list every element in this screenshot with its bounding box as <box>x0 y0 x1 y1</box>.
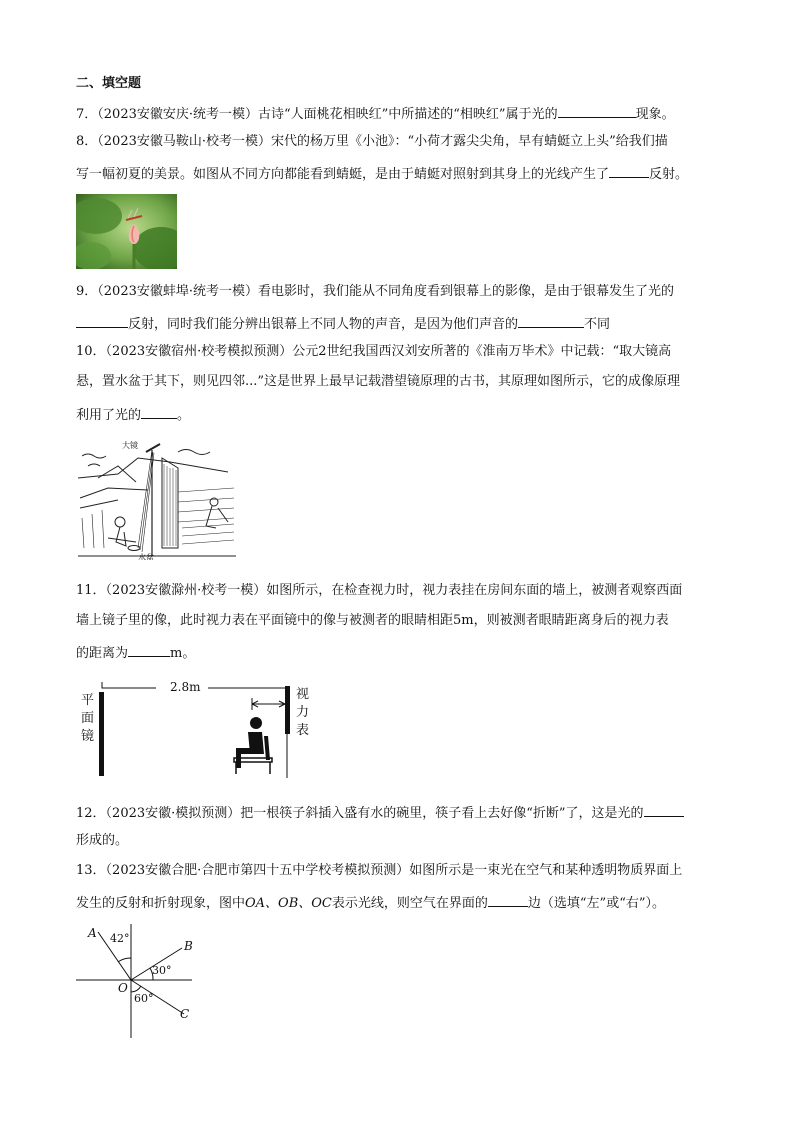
q13-ray-names: OA、OB、OC <box>245 896 332 911</box>
question-12-line1 <box>76 802 684 823</box>
chart-label-char-1: 视 <box>296 687 310 702</box>
q12-answer-blank[interactable] <box>644 802 684 817</box>
question-9-line2 <box>76 313 610 334</box>
question-10-line2: 悬，置水盆于其下，则见四邻...”这是世界上最早记载潜望镜原理的古书，其原理如图所示，它的成像原理 <box>76 374 681 389</box>
q13-text: 发生的反射和折射现象，图中 <box>76 896 246 911</box>
q12-text: 12．（2023安徽·模拟预测）把一根筷子斜插入盛有水的碗里，筷子看上去好像“折断”了，这是光的 <box>76 806 644 821</box>
q8-text: 写一幅初夏的美景。如图从不同方向都能看到蜻蜓，是由于蜻蜓对照射到其身上的光线产生了 <box>76 167 610 182</box>
question-9-line1: 9．（2023安徽蚌埠·统考一模）看电影时，我们能从不同角度看到银幕上的影像，是由于银幕发生了光的 <box>76 284 674 299</box>
mirror-label-char-2: 面 <box>81 711 95 726</box>
question-13-line2 <box>76 892 665 913</box>
eye-test-diagram <box>76 676 316 786</box>
label-point-O: O <box>118 981 128 995</box>
q9-answer-blank-2[interactable] <box>518 313 584 328</box>
q13-text-mid: 表示光线，则空气在界面的 <box>331 896 488 911</box>
q7-suffix: 现象。 <box>635 107 675 122</box>
q7-answer-blank[interactable] <box>558 103 636 118</box>
question-13-line1: 13．（2023安徽合肥·合肥市第四十五中学校考模拟预测）如图所示是一束光在空气和某种透明物质界面上 <box>76 863 683 878</box>
q9-suffix: 不同 <box>584 317 611 332</box>
q7-text: 7．（2023安徽安庆·统考一模）古诗“人面桃花相映红”中所描述的“相映红”属于光的 <box>76 107 558 122</box>
q10-suffix: 。 <box>177 408 191 423</box>
chart-label-char-3: 表 <box>296 723 310 738</box>
question-7 <box>76 103 675 124</box>
mirror-label-char-1: 平 <box>81 693 95 708</box>
q9-text: 反射，同时我们能分辨出银幕上不同人物的声音，是因为他们声音的 <box>128 317 519 332</box>
q11-answer-blank[interactable] <box>128 642 170 657</box>
question-11-line1: 11．（2023安徽滁州·校考一模）如图所示，在检查视力时，视力表挂在房间东面的墙上，被测者观察西面 <box>76 583 683 598</box>
question-10-line3 <box>76 404 190 425</box>
section-title: 二、填空题 <box>76 76 142 91</box>
mirror-label-char-3: 镜 <box>81 729 95 744</box>
q9-answer-blank-1[interactable] <box>76 313 128 328</box>
q13-answer-blank[interactable] <box>488 892 528 907</box>
dragonfly-lotus-photo <box>76 194 177 269</box>
question-8-line1: 8．（2023安徽马鞍山·校考一模）宋代的杨万里《小池》：“小荷才露尖尖角，早有蜻蜓立上头”给我们描 <box>76 134 668 149</box>
seated-person-icon <box>234 717 272 774</box>
question-10-line1: 10．（2023安徽宿州·校考模拟预测）公元2世纪我国西汉刘安所著的《淮南万毕术》中记载：“取大镜高 <box>76 344 672 359</box>
chart-label-char-2: 力 <box>296 705 310 720</box>
angle-42: 42° <box>110 932 130 945</box>
q13-suffix: 边（选填“左”或“右”）。 <box>527 896 665 911</box>
angle-60: 60° <box>134 992 154 1005</box>
question-11-line2: 墙上镜子里的像，此时视力表在平面镜中的像与被测者的眼睛相距5m，则被测者眼睛距离身后的视力表 <box>76 613 669 628</box>
q8-answer-blank[interactable] <box>609 163 649 178</box>
question-8-line2 <box>76 163 688 184</box>
q8-suffix: 反射。 <box>649 167 689 182</box>
light-ray-diagram <box>76 922 200 1040</box>
angle-30: 30° <box>152 964 172 977</box>
label-ray-C: C <box>180 1007 190 1021</box>
label-water-basin: 水盆 <box>138 553 154 560</box>
periscope-illustration <box>78 438 236 560</box>
question-12-line2: 形成的。 <box>76 833 129 848</box>
q11-text: 的距离为 <box>76 646 129 661</box>
label-big-mirror: 大镜 <box>122 441 138 450</box>
label-ray-A: A <box>88 926 97 940</box>
q10-answer-blank[interactable] <box>141 404 177 419</box>
question-11-line3 <box>76 642 195 663</box>
distance-label: 2.8m <box>170 680 201 694</box>
q10-text: 利用了光的 <box>76 408 142 423</box>
q11-suffix: m。 <box>170 646 196 661</box>
label-ray-B: B <box>184 939 193 953</box>
